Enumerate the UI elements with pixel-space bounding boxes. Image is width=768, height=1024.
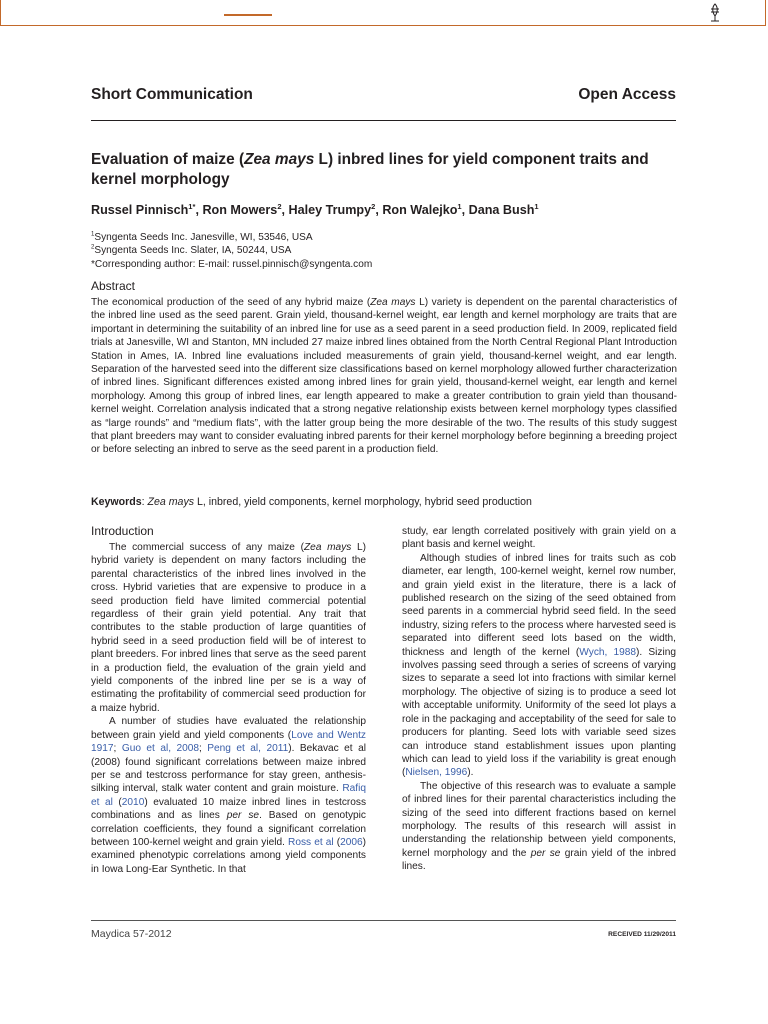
- author: Dana Bush$^1$: [468, 201, 539, 217]
- citation-link[interactable]: Rafiq et al: [91, 783, 366, 808]
- citation-link[interactable]: 2010: [121, 796, 145, 808]
- affiliation: $^1$Syngenta Seeds Inc. Janesville, WI, 53546, USA: [91, 231, 313, 243]
- affiliations: [91, 231, 372, 271]
- abstract-text: The economical production of the seed of any hybrid maize (Zea mays L) variety is dependent on the parental characteristics of the inbred line used as the seed parent. Grain yield, thousand-kernel weight, ear length and kernel morphology are traits that are important in determining the suitability of an inbred line for use as a seed parent in a seed production field. In 2009, replicated field trials at Janesville, WI and Stanton, MN included 27 maize inbred lines obtained from the North Central Regional Plant Introduction Station in Ames, IA. Inbred line evaluations included measurements of grain yield, thousand-kernel weight, and ear length. Separation of the harvested seed into the different size classifications based on kernel morphology allowed further characterization of inbred lines. Significant differences existed among inbred lines for grain yield, thousand-kernel weight, ear length and kernel morphology. Among this group of inbred lines, ear length appeared to make a greater contribution to grain yield than thousand-kernel weight. Correlation analysis indicated that a strong negative relationship exists between kernel morphology types classified as “large rounds” and “medium flats”, with the latter group being the more desirable of the two. The results of this study suggest that plant breeders may want to consider evaluating inbred parents for their kernel morphology before beginning a breeding project or before selecting an inbred to serve as the seed parent in a production field.: [91, 297, 678, 456]
- author: Haley Trumpy$^2$,: [288, 201, 383, 217]
- corresponding-author: *Corresponding author: E-mail: russel.pinnisch@syngenta.com: [91, 258, 373, 270]
- received-date: RECEIVED 11/29/2011: [608, 931, 676, 938]
- abstract-heading: Abstract: [91, 279, 136, 293]
- header-divider: [91, 120, 676, 121]
- citation-link[interactable]: Wych, 1988: [579, 646, 637, 658]
- author-list: [91, 203, 539, 217]
- paragraph: study, ear length correlated positively with grain yield on a plant basis and kernel weight.: [402, 526, 676, 551]
- section-label: Short Communication: [91, 86, 253, 103]
- citation-link[interactable]: Ross et al: [288, 836, 334, 848]
- article-title: Evaluation of maize (Zea mays L) inbred lines for yield component traits and kernel morphology: [91, 151, 649, 188]
- open-access-label: Open Access: [578, 86, 676, 103]
- top-accent-rule: [224, 14, 272, 16]
- author: Ron Walejko$^1$,: [382, 201, 469, 217]
- citation-link[interactable]: Love and Wentz 1917: [91, 729, 366, 755]
- author: Russel Pinnisch$^{1*}$,: [91, 201, 203, 217]
- body-column-right: [402, 525, 676, 874]
- citation-link[interactable]: Guo et al, 2008: [121, 743, 199, 755]
- body-column-left: [91, 541, 366, 876]
- paragraph: The objective of this research was to evaluate a sample of inbred lines for their parental characteristics including the sizing of the seed into different fractions based on kernel morphology. The results of this research will assist in understanding the relationship between yield components, kernel morphology and the per se grain yield of the inbred lines.: [402, 780, 676, 873]
- paragraph: The commercial success of any maize (Zea mays L) hybrid variety is dependent on many factors including the parental characteristics of the inbred lines involved in the cross. Hybrid varieties that are expensive to produce in a seed production field have limited commercial potential regardless of their grain yield potential. Any trait that contributes to the stable production of large quantities of hybrid seed in a seed production field will be of interest to plant breeders. For inbred lines that serve as the seed parent in a production field, the evaluation of the grain yield and yield components of the inbred line per se is a way of estimating the profitability of commercial seed production for a maize hybrid.: [91, 542, 367, 714]
- citation-link[interactable]: 2006: [340, 836, 363, 848]
- footer-divider: [91, 920, 676, 921]
- citation-link[interactable]: Peng et al, 2011: [207, 743, 289, 755]
- journal-citation: Maydica 57-2012: [91, 928, 172, 940]
- paragraph: A number of studies have evaluated the relationship between grain yield and yield components (Love and Wentz 1917; Guo et al, 2008; Peng et al, 2011). Bekavac et al (2008) found significant correlations between maize inbred per se and testcross performance for stay green, anthesis-silking interval, stalk water content and grain moisture. Rafiq et al (2010) evaluated 10 maize inbred lines in testcross combinations and as lines per se. Based on genotypic correlation coefficients, they found a significant correlation between 100-kernel weight and grain yield. Ross et al (2006) examined phenotypic correlations among yield components in Iowa Long-Ear Synthetic. In that: [91, 716, 367, 875]
- top-frame: [0, 0, 766, 26]
- author: Ron Mowers$^2$,: [202, 201, 289, 217]
- corn-logo-icon: [706, 1, 724, 23]
- citation-link[interactable]: Nielsen, 1996: [405, 767, 468, 779]
- introduction-heading: Introduction: [91, 524, 154, 538]
- paragraph: Although studies of inbred lines for traits such as cob diameter, ear length, 100-kernel weight, kernel row number, and grain yield exist in the literature, there is a lack of published research on the sizing of the seed obtained from seed parents in a commercial hybrid seed field. In the seed industry, sizing refers to the process where harvested seed is separated into different seed lots based on the width, thickness and length of the kernel (Wych, 1988). Sizing involves passing seed through a series of screens of varying sizes to separate a seed lot into fractions with similar kernel morphology. The objective of sizing is to produce a seed lot with acceptable uniformity. Uniformity of the seed lot plays a role in the packaging and acceptability of the seed for sale to producers for planting. Seed lots with variable seed sizes can introduce stand establishment issues upon planting which can lead to yield loss if the variability is great enough (Nielsen, 1996).: [402, 552, 676, 779]
- affiliation: $^2$Syngenta Seeds Inc. Slater, IA, 50244, USA: [91, 244, 292, 257]
- keywords: Keywords: Zea mays L, inbred, yield components, kernel morphology, hybrid seed production: [91, 496, 532, 508]
